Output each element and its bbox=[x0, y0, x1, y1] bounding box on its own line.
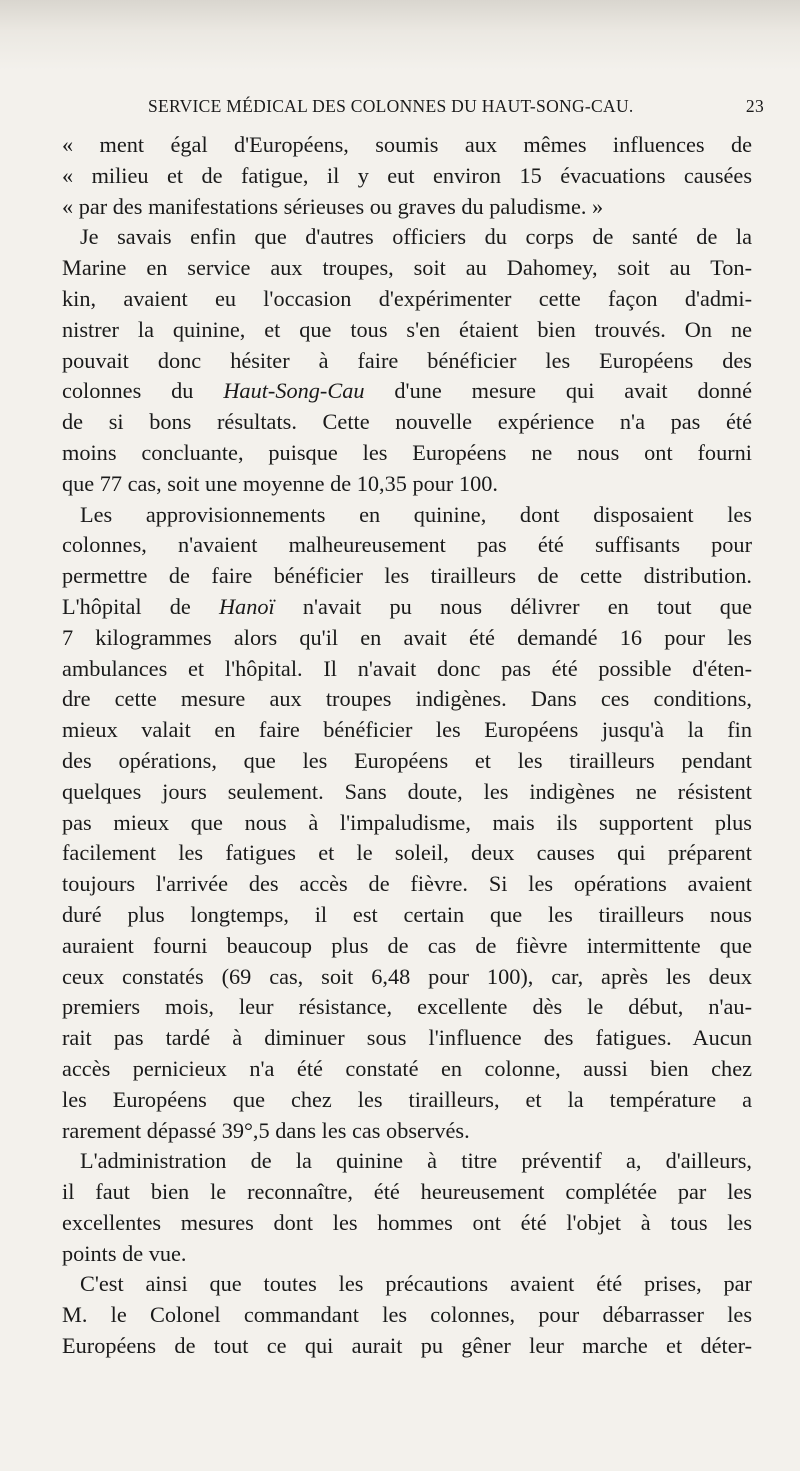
text-line: pouvait donc hésiter à faire bénéficier les Européens des bbox=[62, 347, 752, 373]
text-line: accès pernicieux n'a été constaté en colonne, aussi bien chez bbox=[62, 1055, 752, 1081]
text-line: il faut bien le reconnaître, été heureusement complétée par les bbox=[62, 1179, 752, 1205]
text-line: kin, avaient eu l'occasion d'expérimenter cette façon d'admi- bbox=[62, 285, 752, 311]
text-line: M. le Colonel commandant les colonnes, pour débarrasser les bbox=[62, 1302, 752, 1328]
text-fragment: d'une mesure qui avait donné bbox=[364, 378, 752, 404]
text-line: auraient fourni beaucoup plus de cas de fièvre intermittente que bbox=[62, 932, 752, 958]
text-line: « ment égal d'Européens, soumis aux mêmes influences de bbox=[62, 132, 752, 157]
text-line: « milieu et de fatigue, il y eut environ 15 évacuations causées bbox=[62, 162, 752, 188]
text-line: les Européens que chez les tirailleurs, et la température a bbox=[62, 1086, 752, 1112]
text-fragment: L'hôpital de bbox=[62, 593, 219, 619]
text-line: rait pas tardé à diminuer sous l'influence des fatigues. Aucun bbox=[62, 1025, 752, 1051]
text-line: rarement dépassé 39°,5 dans les cas observés. bbox=[62, 1117, 470, 1143]
text-line: nistrer la quinine, et que tous s'en étaient bien trouvés. On ne bbox=[62, 316, 752, 342]
running-title: SERVICE MÉDICAL DES COLONNES DU HAUT-SONG-CAU. bbox=[148, 96, 634, 116]
place-name-italic: Haut-Song-Cau bbox=[223, 378, 365, 404]
text-line: dre cette mesure aux troupes indigènes. Dans ces conditions, bbox=[62, 686, 752, 712]
paragraph-start-line: L'administration de la quinine à titre préventif a, d'ailleurs, bbox=[80, 1148, 752, 1174]
text-line: que 77 cas, soit une moyenne de 10,35 pour 100. bbox=[62, 470, 498, 496]
paragraph-start-line: Les approvisionnements en quinine, dont disposaient les bbox=[80, 501, 752, 527]
body-text bbox=[62, 130, 752, 1362]
text-line: « par des manifestations sérieuses ou graves du paludisme. » bbox=[62, 193, 604, 219]
text-line: duré plus longtemps, il est certain que les tirailleurs nous bbox=[62, 901, 752, 927]
text-line: mieux valait en faire bénéficier les Européens jusqu'à la fin bbox=[62, 717, 752, 743]
text-line: toujours l'arrivée des accès de fièvre. Si les opérations avaient bbox=[62, 871, 752, 897]
paragraph-start-line: Je savais enfin que d'autres officiers du corps de santé de la bbox=[80, 224, 752, 250]
text-line: premiers mois, leur résistance, excellente dès le début, n'au- bbox=[62, 994, 752, 1020]
text-line: colonnes, n'avaient malheureusement pas été suffisants pour bbox=[62, 532, 752, 558]
text-fragment: colonnes du bbox=[62, 378, 224, 404]
text-line bbox=[62, 592, 752, 623]
text-line: moins concluante, puisque les Européens ne nous ont fourni bbox=[62, 439, 752, 465]
text-line: Marine en service aux troupes, soit au Dahomey, soit au Ton- bbox=[62, 255, 752, 281]
text-line: quelques jours seulement. Sans doute, les indigènes ne résistent bbox=[62, 778, 752, 804]
text-fragment: n'avait pu nous délivrer en tout que bbox=[274, 593, 752, 619]
text-line: ambulances et l'hôpital. Il n'avait donc pas été possible d'éten- bbox=[62, 655, 752, 681]
text-line: Européens de tout ce qui aurait pu gêner leur marche et déter- bbox=[62, 1333, 752, 1359]
text-line: excellentes mesures dont les hommes ont été l'objet à tous les bbox=[62, 1209, 752, 1235]
paragraph-start-line: C'est ainsi que toutes les précautions avaient été prises, par bbox=[80, 1271, 752, 1297]
place-name-italic: Hanoï bbox=[218, 593, 275, 619]
text-line: points de vue. bbox=[62, 1240, 187, 1266]
text-line: des opérations, que les Européens et les tirailleurs pendant bbox=[62, 747, 752, 773]
text-line: facilement les fatigues et le soleil, deux causes qui préparent bbox=[62, 840, 752, 866]
text-line: de si bons résultats. Cette nouvelle expérience n'a pas été bbox=[62, 409, 752, 435]
text-line: permettre de faire bénéficier les tirailleurs de cette distribution. bbox=[62, 563, 752, 589]
text-line: pas mieux que nous à l'impaludisme, mais ils supportent plus bbox=[62, 809, 752, 835]
text-line: 7 kilogrammes alors qu'il en avait été demandé 16 pour les bbox=[62, 624, 752, 650]
text-line bbox=[62, 376, 752, 407]
text-line: ceux constatés (69 cas, soit 6,48 pour 100), car, après les deux bbox=[62, 963, 752, 989]
page-number: 23 bbox=[745, 96, 764, 116]
scan-top-edge bbox=[0, 0, 800, 70]
running-header bbox=[60, 96, 764, 120]
